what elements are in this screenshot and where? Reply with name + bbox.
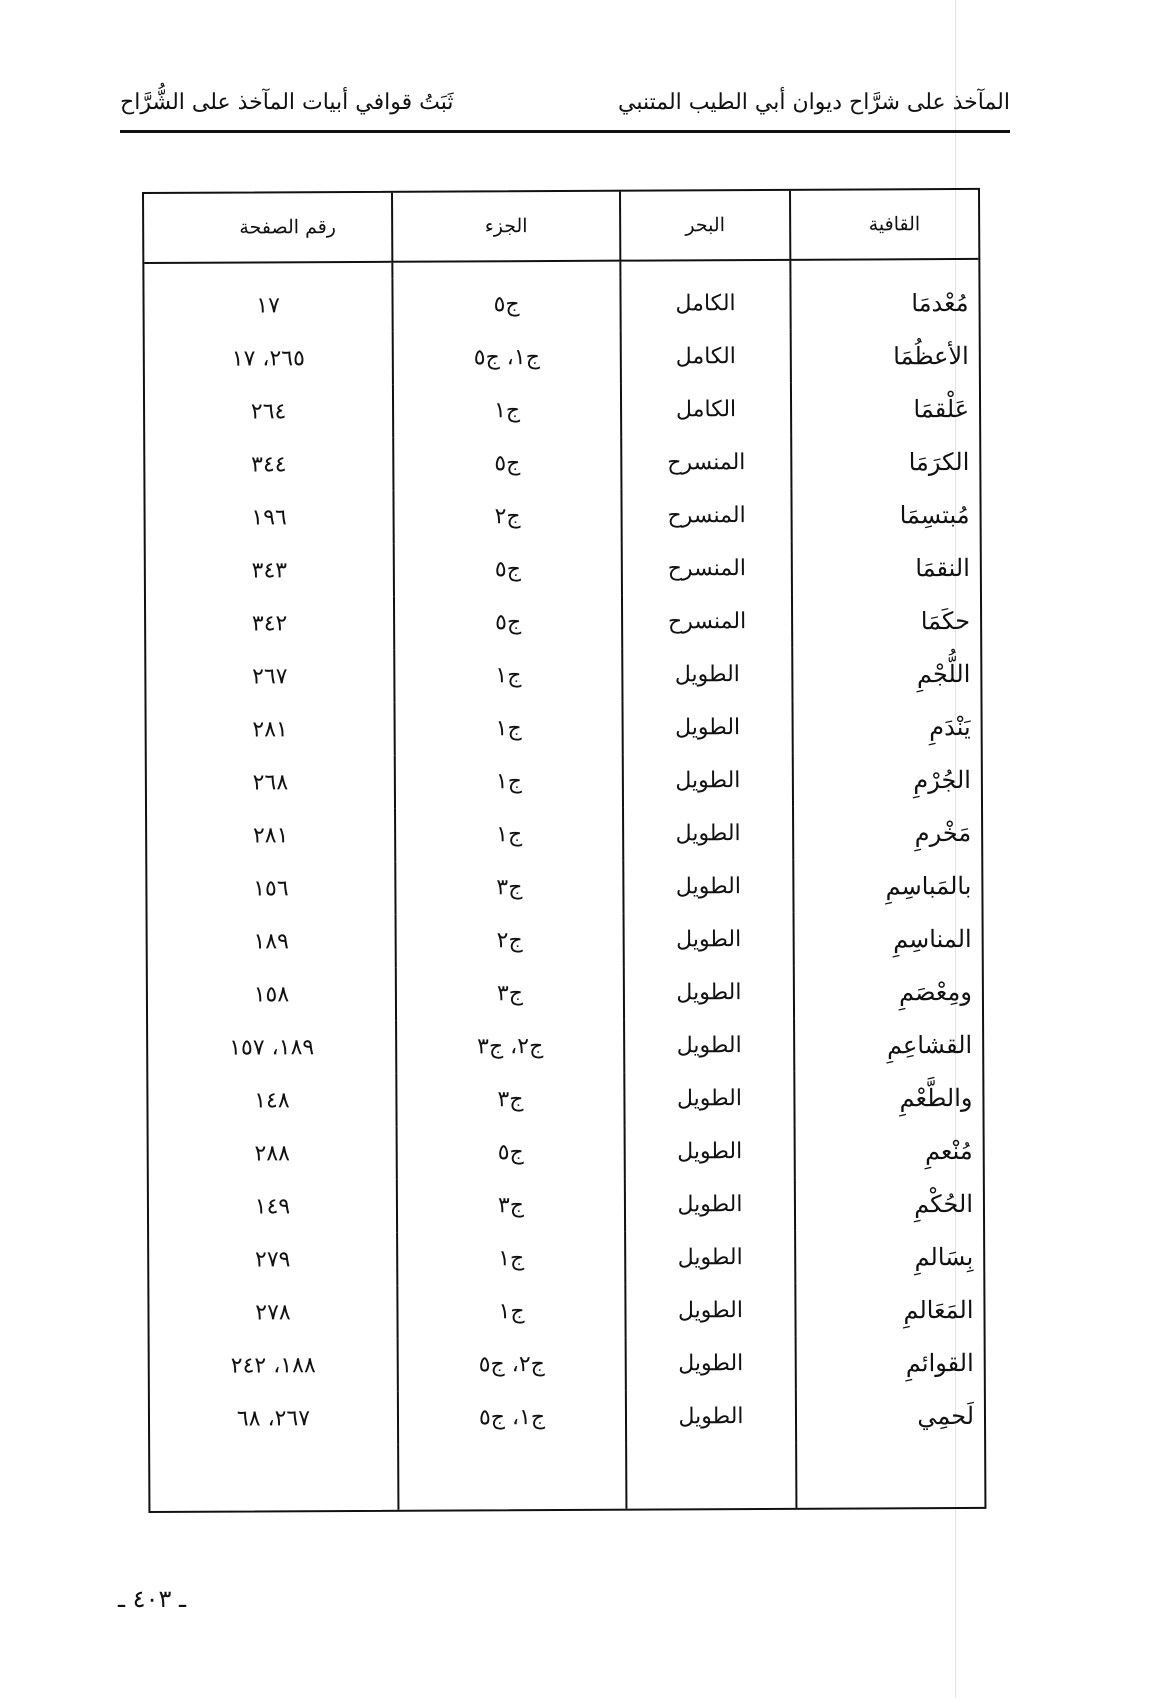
meter-cell: الطويل	[624, 1019, 794, 1073]
meter-cell: الطويل	[624, 966, 794, 1020]
part-cell: ج١	[394, 702, 622, 756]
table-row	[150, 1336, 984, 1393]
part-cell: ج٢	[393, 490, 621, 544]
table-row	[147, 753, 981, 810]
spacer-cell	[620, 260, 790, 278]
page-cell: ٣٤٤	[251, 452, 287, 478]
rhyme-cell: مَخْرمِ	[793, 806, 981, 860]
table-row	[149, 1177, 983, 1234]
rhyme-cell: بالمَباسِمِ	[793, 859, 981, 913]
page-cell: ٢٦٧	[252, 664, 288, 690]
page-cell: ٢٨٨	[254, 1141, 290, 1167]
meter-cell: الطويل	[623, 754, 793, 808]
table-spacer-bottom	[150, 1442, 984, 1511]
meter-cell: الطويل	[624, 913, 794, 967]
spacer-cell	[150, 1445, 398, 1511]
table-row	[149, 1283, 983, 1340]
section-title: ثَبَتُ قوافي أبيات المآخذ على الشُّرَّاح	[120, 90, 454, 115]
part-cell: ج١	[397, 1232, 625, 1286]
meter-cell: الطويل	[623, 807, 793, 861]
page-cell: ٣٤٣	[251, 558, 288, 584]
running-header	[120, 80, 1010, 130]
page-cell: ١٥٦	[253, 876, 289, 902]
part-cell: ج٣	[396, 967, 624, 1021]
meter-cell: الكامل	[620, 277, 790, 331]
page-cell: ١٨٨، ٢٤٢	[230, 1353, 316, 1379]
page-cell: ١٨٩	[253, 929, 289, 955]
page-cell: ٢٨١	[252, 717, 288, 743]
part-cell: ج١، ج٥	[398, 1391, 626, 1445]
page-cell: ٣٤٢	[251, 611, 288, 637]
rhyme-cell: النقمَا	[792, 541, 980, 595]
meter-cell: الكامل	[621, 383, 791, 437]
rhyme-cell: اللُّجْمِ	[792, 647, 980, 701]
meter-cell: الطويل	[624, 1072, 794, 1126]
spacer-cell	[398, 1444, 626, 1510]
table-row	[148, 1018, 982, 1075]
part-cell: ج٢، ج٣	[396, 1020, 624, 1074]
rhyme-cell: مُعْدمَا	[790, 276, 978, 330]
part-cell: ج١	[395, 755, 623, 809]
part-cell: ج١	[393, 384, 621, 438]
table-row	[148, 1071, 982, 1128]
page-cell: ١٤٩	[254, 1194, 291, 1220]
meter-cell: الطويل	[626, 1337, 796, 1391]
part-cell: ج٥	[394, 543, 622, 597]
meter-cell: المنسرح	[622, 542, 792, 596]
rhyme-cell: الكرَمَا	[791, 435, 979, 489]
table-row	[150, 1389, 984, 1446]
page-cell: ١٩٦	[251, 505, 287, 531]
page-cell: ٢٨١	[252, 823, 289, 849]
rhyme-cell: المناسِمِ	[794, 912, 982, 966]
meter-cell: المنسرح	[622, 595, 792, 649]
spacer-cell	[144, 262, 392, 280]
page-cell: ٢٦٨	[252, 770, 289, 796]
meter-cell: المنسرح	[621, 489, 791, 543]
header-rule	[120, 130, 1010, 133]
table-row	[147, 859, 981, 916]
table-row	[146, 541, 980, 598]
rhyme-cell: القوائمِ	[796, 1336, 984, 1390]
part-cell: ج٥	[394, 596, 622, 650]
rhyme-index-table	[142, 188, 986, 1513]
table-row	[146, 647, 980, 704]
column-header-meter	[620, 191, 790, 261]
column-header-rhyme	[790, 190, 978, 260]
meter-cell: الطويل	[623, 860, 793, 914]
part-cell: ج٥	[392, 278, 620, 332]
part-cell: ج٥	[397, 1126, 625, 1180]
rhyme-cell: المَعَالمِ	[795, 1283, 983, 1337]
rhyme-cell: لَحمِي	[796, 1389, 984, 1443]
book-title: المآخذ على شرَّاح ديوان أبي الطيب المتنبي	[618, 90, 1010, 115]
rhyme-table	[144, 190, 984, 1511]
page-number: ـ ٤٠٣ ـ	[118, 1585, 187, 1613]
rhyme-cell: حكَمَا	[792, 594, 980, 648]
meter-cell: الطويل	[622, 701, 792, 755]
table-row	[148, 965, 982, 1022]
part-cell: ج٢	[396, 914, 624, 968]
page-cell: ٢٦٥، ١٧	[231, 346, 305, 372]
rhyme-cell: ومِعْصَمِ	[794, 965, 982, 1019]
table-row	[144, 276, 978, 333]
page-cell: ١٤٨	[254, 1088, 290, 1114]
spacer-cell	[392, 261, 620, 279]
part-cell: ج١	[397, 1285, 625, 1339]
spacer-cell	[790, 259, 978, 277]
rhyme-cell: مُبتسِمَا	[791, 488, 979, 542]
rhyme-cell: عَلْقمَا	[791, 382, 979, 436]
rhyme-cell: القشاعِمِ	[794, 1018, 982, 1072]
column-header-part-label: الجزء	[484, 215, 528, 238]
spacer-cell	[796, 1442, 984, 1508]
spacer-cell	[626, 1443, 796, 1509]
column-header-meter-label: البحر	[685, 214, 726, 237]
part-cell: ج٥	[393, 437, 621, 491]
page-cell: ١٥٨	[253, 982, 290, 1008]
part-cell: ج٣	[395, 861, 623, 915]
page-cell: ١٨٩، ١٥٧	[229, 1035, 315, 1061]
table-header-row	[144, 190, 978, 263]
table-row	[149, 1124, 983, 1181]
part-cell: ج٣	[397, 1179, 625, 1233]
column-header-page-label: رقم الصفحة	[239, 216, 337, 239]
part-cell: ج٣	[396, 1073, 624, 1127]
rhyme-cell: الحُكْمِ	[795, 1177, 983, 1231]
meter-cell: الطويل	[622, 648, 792, 702]
part-cell: ج٢، ج٥	[398, 1338, 626, 1392]
page-cell: ٢٦٧، ٦٨	[236, 1406, 311, 1432]
part-cell: ج١	[395, 808, 623, 862]
table-row	[148, 912, 982, 969]
column-header-part	[392, 192, 620, 262]
page-cell: ٢٦٤	[250, 399, 287, 425]
page-cell: ٢٧٩	[254, 1247, 291, 1273]
column-header-page	[144, 193, 392, 263]
table-row	[147, 700, 981, 757]
part-cell: ج١، ج٥	[393, 331, 621, 385]
table-row	[146, 594, 980, 651]
rhyme-cell: الجُرْمِ	[793, 753, 981, 807]
rhyme-cell: بِسَالمِ	[795, 1230, 983, 1284]
meter-cell: الطويل	[625, 1231, 795, 1285]
meter-cell: المنسرح	[621, 436, 791, 490]
table-row	[145, 435, 979, 492]
table-row	[149, 1230, 983, 1287]
rhyme-cell: مُنْعمِ	[795, 1124, 983, 1178]
meter-cell: الطويل	[626, 1390, 796, 1444]
table-row	[147, 806, 981, 863]
table-row	[145, 329, 979, 386]
table-body	[144, 259, 984, 1511]
table-row	[145, 488, 979, 545]
meter-cell: الطويل	[625, 1125, 795, 1179]
part-cell: ج١	[394, 649, 622, 703]
table-row	[145, 382, 979, 439]
meter-cell: الطويل	[625, 1178, 795, 1232]
column-header-rhyme-label: القافية	[868, 213, 921, 236]
page-cell: ١٧	[256, 293, 280, 319]
rhyme-cell: الأعظُمَا	[791, 329, 979, 383]
meter-cell: الكامل	[621, 330, 791, 384]
page-cell: ٢٧٨	[255, 1300, 291, 1326]
meter-cell: الطويل	[625, 1284, 795, 1338]
rhyme-cell: والطَّعْمِ	[794, 1071, 982, 1125]
rhyme-cell: يَنْدَمِ	[792, 700, 980, 754]
